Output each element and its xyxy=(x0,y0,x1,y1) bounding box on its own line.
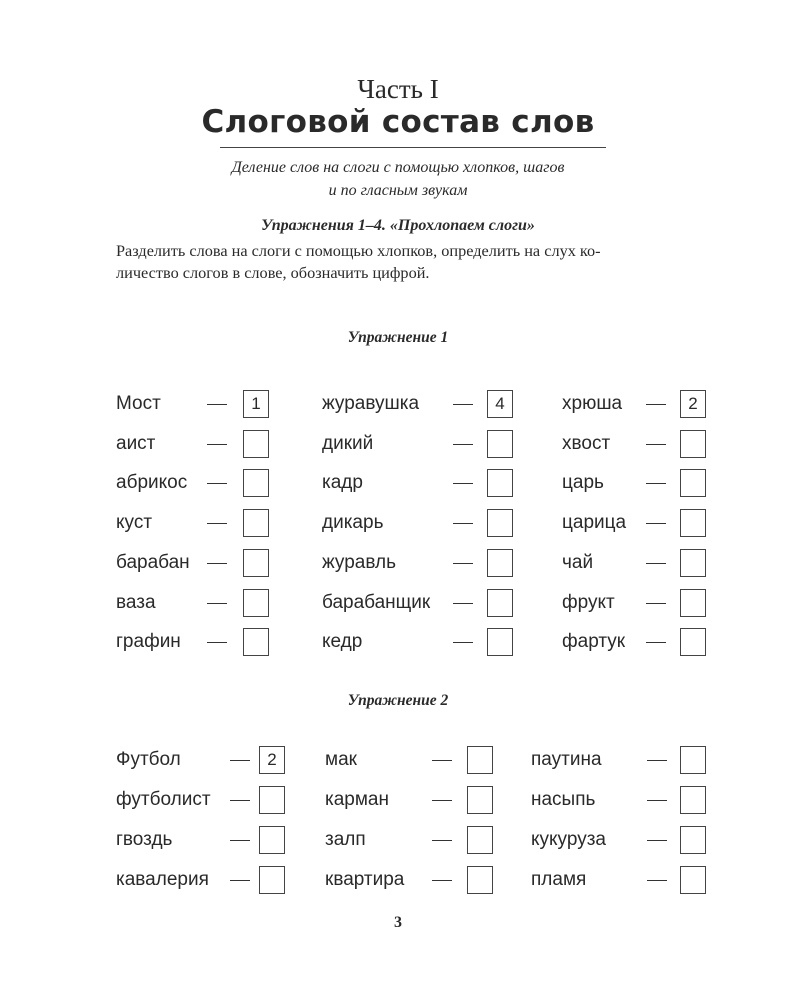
dash xyxy=(432,760,452,761)
word-label: хвост xyxy=(562,432,611,454)
dash xyxy=(207,404,227,405)
dash xyxy=(453,444,473,445)
dash xyxy=(432,840,452,841)
exercise-2-title: Упражнение 2 xyxy=(347,692,449,709)
dash xyxy=(230,840,250,841)
dash xyxy=(647,760,667,761)
dash xyxy=(453,603,473,604)
answer-box[interactable] xyxy=(467,746,493,774)
word-label: Футбол xyxy=(116,749,181,770)
instructions xyxy=(116,240,716,284)
answer-box[interactable] xyxy=(487,589,513,617)
exercise-row xyxy=(322,429,515,459)
answer-box[interactable] xyxy=(487,509,513,537)
instructions-line-2: личество слогов в слове, обозначить цифрой. xyxy=(116,263,430,282)
word-label: хрюша xyxy=(562,393,623,414)
word-label: кедр xyxy=(322,631,363,653)
dash xyxy=(647,880,667,881)
dash xyxy=(453,483,473,484)
part-label: Часть I xyxy=(357,74,439,104)
answer-box[interactable] xyxy=(680,430,706,458)
dash xyxy=(646,404,666,405)
exercise-row xyxy=(325,785,495,815)
word-label: абрикос xyxy=(116,472,188,494)
answer-box[interactable] xyxy=(487,549,513,577)
answer-box[interactable]: 4 xyxy=(487,390,513,418)
word-label: мак xyxy=(325,749,357,770)
dash xyxy=(646,642,666,643)
word-label: паутина xyxy=(531,749,602,770)
page-title: Слоговой состав слов xyxy=(201,104,595,140)
answer-box[interactable] xyxy=(467,826,493,854)
dash xyxy=(432,800,452,801)
dash xyxy=(207,563,227,564)
exercise-row xyxy=(562,627,708,657)
exercise-row xyxy=(116,865,287,895)
exercise-row xyxy=(562,468,708,498)
dash xyxy=(453,404,473,405)
word-label: залп xyxy=(325,829,366,850)
answer-box[interactable] xyxy=(243,509,269,537)
subtitle xyxy=(0,156,796,202)
word-label: фартук xyxy=(562,631,626,653)
dash xyxy=(453,563,473,564)
instructions-line-1: Разделить слова на слоги с помощью хлопков, определить на слух ко- xyxy=(116,241,601,260)
word-label: журавушка xyxy=(322,393,420,414)
word-label: футболист xyxy=(116,789,211,810)
word-label: барабанщик xyxy=(322,591,431,613)
answer-box[interactable] xyxy=(487,430,513,458)
exercise-row xyxy=(325,825,495,855)
exercise-row xyxy=(531,745,708,775)
exercise-row xyxy=(116,468,271,498)
answer-box[interactable] xyxy=(259,866,285,894)
dash xyxy=(207,444,227,445)
answer-box[interactable] xyxy=(259,786,285,814)
dash xyxy=(646,483,666,484)
exercise-1-title: Упражнение 1 xyxy=(347,329,449,346)
dash xyxy=(230,800,250,801)
word-label: чай xyxy=(562,551,594,573)
title-underline xyxy=(220,147,606,148)
answer-box[interactable] xyxy=(680,469,706,497)
answer-box[interactable] xyxy=(259,826,285,854)
word-label: кукуруза xyxy=(531,829,606,850)
word-label: карман xyxy=(325,789,389,810)
page-number: 3 xyxy=(394,914,402,931)
exercise-row xyxy=(116,785,287,815)
word-label: кавалерия xyxy=(116,869,209,890)
answer-box[interactable] xyxy=(243,430,269,458)
exercise-row xyxy=(531,825,708,855)
word-label: барабан xyxy=(116,551,190,573)
answer-box[interactable] xyxy=(680,589,706,617)
word-label: насыпь xyxy=(531,789,596,810)
answer-box[interactable] xyxy=(680,786,706,814)
exercise-row xyxy=(325,745,495,775)
exercise-row xyxy=(562,588,708,618)
answer-box[interactable] xyxy=(243,469,269,497)
dash xyxy=(207,483,227,484)
dash xyxy=(646,563,666,564)
word-label: Мост xyxy=(116,393,161,414)
answer-box[interactable] xyxy=(680,826,706,854)
dash xyxy=(647,840,667,841)
exercise-row xyxy=(322,508,515,538)
exercise-row xyxy=(116,825,287,855)
word-label: квартира xyxy=(325,869,405,890)
word-label: графин xyxy=(116,631,181,653)
exercise-heading: Упражнения 1–4. «Прохлопаем слоги» xyxy=(261,217,535,234)
word-label: пламя xyxy=(531,869,587,890)
exercise-row xyxy=(116,548,271,578)
exercise-row xyxy=(116,389,271,419)
answer-box[interactable] xyxy=(487,469,513,497)
exercise-row xyxy=(562,548,708,578)
exercise-row xyxy=(116,508,271,538)
answer-box[interactable] xyxy=(243,549,269,577)
dash xyxy=(453,642,473,643)
word-label: кадр xyxy=(322,472,363,494)
word-label: царь xyxy=(562,472,604,494)
exercise-row xyxy=(322,588,515,618)
answer-box[interactable] xyxy=(487,628,513,656)
dash xyxy=(230,880,250,881)
dash xyxy=(207,603,227,604)
exercise-row xyxy=(531,785,708,815)
answer-box[interactable]: 1 xyxy=(243,390,269,418)
exercise-row xyxy=(562,508,708,538)
word-label: дикий xyxy=(322,432,374,454)
word-label: куст xyxy=(116,512,153,534)
exercise-row xyxy=(322,548,515,578)
word-label: фрукт xyxy=(562,591,615,613)
answer-box[interactable] xyxy=(467,866,493,894)
answer-box[interactable]: 2 xyxy=(259,746,285,774)
word-label: журавль xyxy=(322,551,396,573)
exercise-row xyxy=(562,389,708,419)
dash xyxy=(647,800,667,801)
exercise-row xyxy=(322,389,515,419)
word-label: ваза xyxy=(116,591,156,613)
exercise-row xyxy=(116,745,287,775)
answer-box[interactable] xyxy=(680,628,706,656)
answer-box[interactable] xyxy=(467,786,493,814)
dash xyxy=(453,523,473,524)
exercise-row xyxy=(322,627,515,657)
answer-box[interactable] xyxy=(680,509,706,537)
word-label: царица xyxy=(562,512,627,534)
word-label: аист xyxy=(116,432,156,454)
dash xyxy=(207,642,227,643)
answer-box[interactable] xyxy=(680,549,706,577)
exercise-row xyxy=(116,627,271,657)
answer-box[interactable] xyxy=(243,628,269,656)
dash xyxy=(432,880,452,881)
word-label: дикарь xyxy=(322,512,384,534)
subtitle-line-2: и по гласным звукам xyxy=(328,182,468,199)
answer-box[interactable] xyxy=(680,866,706,894)
dash xyxy=(230,760,250,761)
exercise-row xyxy=(531,865,708,895)
answer-box[interactable]: 2 xyxy=(680,390,706,418)
subtitle-line-1: Деление слов на слоги с помощью хлопков, шагов xyxy=(231,159,565,176)
exercise-row xyxy=(325,865,495,895)
exercise-row xyxy=(116,588,271,618)
exercise-row xyxy=(322,468,515,498)
word-label: гвоздь xyxy=(116,829,173,850)
dash xyxy=(207,523,227,524)
dash xyxy=(646,523,666,524)
answer-box[interactable] xyxy=(243,589,269,617)
answer-box[interactable] xyxy=(680,746,706,774)
exercise-row xyxy=(562,429,708,459)
dash xyxy=(646,444,666,445)
dash xyxy=(646,603,666,604)
exercise-row xyxy=(116,429,271,459)
